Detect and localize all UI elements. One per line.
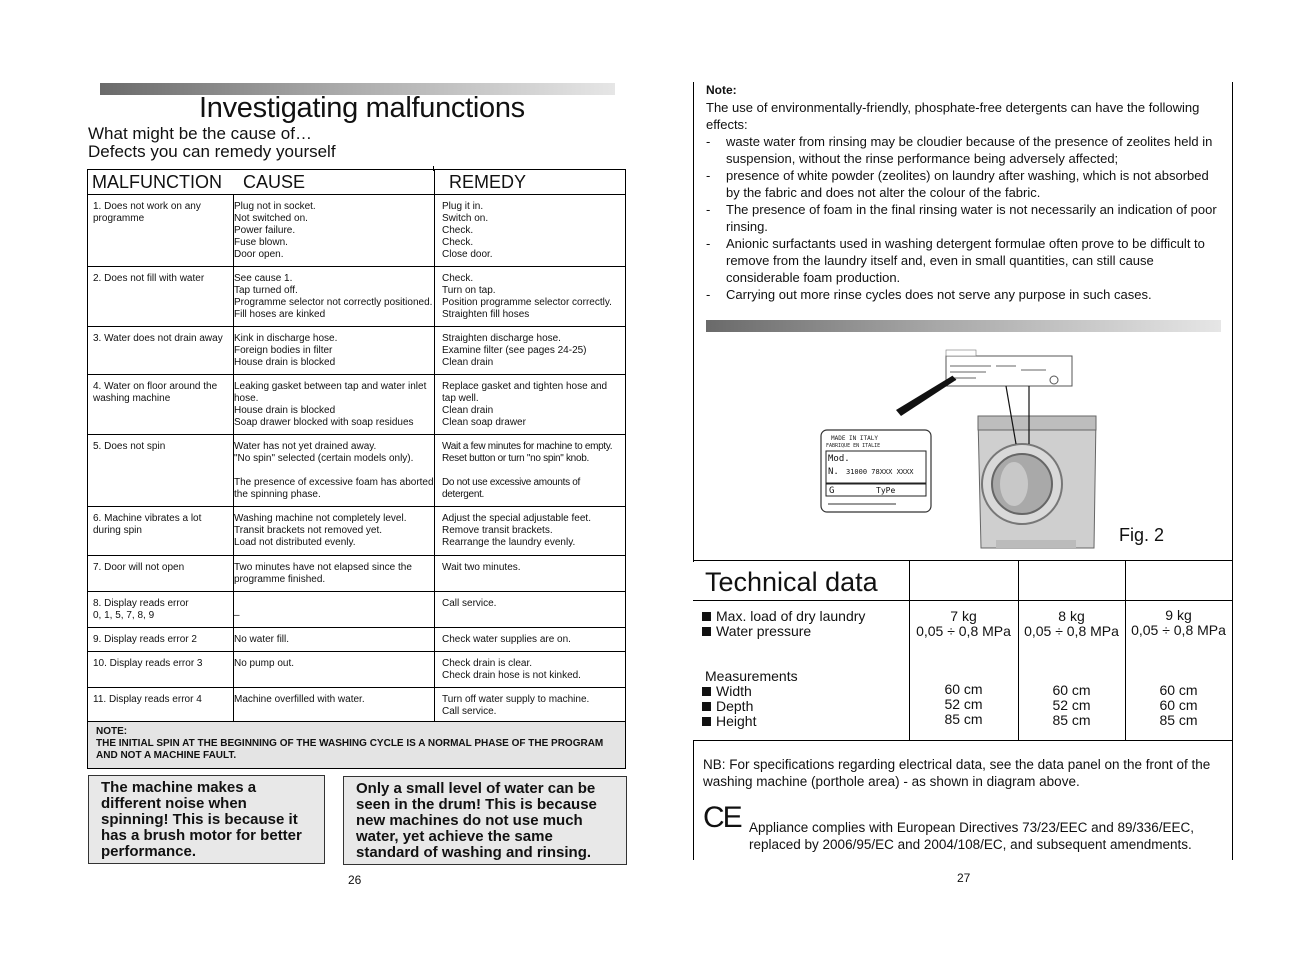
table-row bbox=[88, 556, 625, 592]
remedy-cell: Wait two minutes. bbox=[442, 562, 521, 573]
info-box-noise: The machine makes a different noise when spinning! This is because it has a brush motor for better performance. bbox=[88, 775, 325, 864]
malfunction-cell: 8. Display reads error 0, 1, 5, 7, 8, 9 bbox=[93, 598, 189, 621]
malfunction-cell: 11. Display reads error 4 bbox=[93, 694, 202, 705]
remedy-cell: Check drain is clear. Check drain hose is not kinked. bbox=[442, 658, 581, 681]
tech-col-height: 85 cm bbox=[1159, 712, 1198, 728]
note-bullet bbox=[706, 235, 1226, 286]
cause-cell: Water has not yet drained away. "No spin" selected (certain models only). The presence of excessive foam has aborted the spinning phase. bbox=[234, 441, 434, 500]
remedy-cell: Check. Turn on tap. Position programme selector correctly. Straighten fill hoses bbox=[442, 273, 612, 320]
tech-col-depth: 60 cm bbox=[1159, 697, 1198, 713]
tech-col-height: 85 cm bbox=[944, 711, 983, 727]
washing-machine-figure bbox=[816, 348, 1126, 553]
table-row bbox=[88, 375, 625, 435]
tech-nb: NB: For specifications regarding electrical data, see the data panel on the front of the washing machine (porthole area) - as shown in diagram above. bbox=[703, 757, 1211, 789]
tech-label-height: Height bbox=[702, 714, 756, 729]
table-row bbox=[88, 652, 625, 688]
bullet-dash: - bbox=[706, 287, 711, 302]
header-bar-right bbox=[706, 320, 1221, 332]
malfunction-cell: 9. Display reads error 2 bbox=[93, 634, 197, 645]
table-row bbox=[88, 195, 625, 267]
cause-cell: Two minutes have not elapsed since the programme finished. bbox=[234, 562, 412, 585]
column-divider bbox=[233, 195, 234, 722]
remedy-cell: Wait a few minutes for machine to empty. Reset button or turn "no spin" knob. Do not use excessive amounts of detergent. bbox=[442, 441, 613, 500]
cause-cell: Plug not in socket. Not switched on. Power failure. Fuse blown. Door open. bbox=[234, 201, 316, 260]
plate-made-in: MADE IN ITALY bbox=[831, 435, 878, 442]
malfunction-cell: 10. Display reads error 3 bbox=[93, 658, 203, 669]
tech-rule bbox=[693, 740, 1232, 741]
malfunction-cell: 6. Machine vibrates a lot during spin bbox=[93, 513, 202, 536]
note-bullet bbox=[706, 286, 1226, 303]
subtitle-remedy: Defects you can remedy yourself bbox=[88, 142, 336, 161]
bullet-dash: - bbox=[706, 168, 711, 183]
tech-label-measurements: Measurements bbox=[705, 668, 798, 684]
square-bullet-icon bbox=[702, 612, 711, 621]
washing-machine-icon bbox=[978, 416, 1096, 548]
page-number-left: 26 bbox=[348, 873, 362, 887]
remedy-cell: Plug it in. Switch on. Check. Check. Close door. bbox=[442, 201, 493, 260]
detergent-note bbox=[706, 82, 1226, 303]
tech-rule bbox=[693, 600, 1232, 601]
tech-label-max-load: Max. load of dry laundry bbox=[702, 609, 865, 624]
table-row bbox=[88, 435, 625, 507]
remedy-cell: Check water supplies are on. bbox=[442, 634, 571, 645]
remedy-cell: Straighten discharge hose. Examine filter (see pages 24-25) Clean drain bbox=[442, 333, 587, 368]
tech-label-depth: Depth bbox=[702, 699, 753, 714]
tech-rule bbox=[693, 560, 1232, 561]
subtitle-cause: What might be the cause of… bbox=[88, 124, 312, 143]
column-divider bbox=[434, 170, 435, 722]
table-row bbox=[88, 267, 625, 327]
cause-cell: Kink in discharge hose. Foreign bodies in filter House drain is blocked bbox=[234, 333, 338, 368]
cause-cell: No water fill. bbox=[234, 634, 290, 645]
cause-cell: – bbox=[234, 610, 240, 621]
tech-col-pressure: 0,05 ÷ 0,8 MPa bbox=[1024, 623, 1119, 639]
note-intro: The use of environmentally-friendly, phosphate-free detergents can have the following effects: bbox=[706, 100, 1200, 132]
plate-number: 31000 78XXX XXXX bbox=[846, 468, 914, 476]
tech-title: Technical data bbox=[705, 567, 878, 597]
cause-cell: See cause 1. Tap turned off. Programme selector not correctly positioned. Fill hoses are kinked bbox=[234, 273, 433, 320]
tech-col-load: 7 kg bbox=[950, 608, 977, 624]
tech-col-width: 60 cm bbox=[1159, 682, 1198, 698]
malfunction-cell: 4. Water on floor around the washing machine bbox=[93, 381, 218, 404]
table-note bbox=[88, 722, 625, 768]
bullet-text: presence of white powder (zeolites) on laundry after washing, which is not absorbed by the fabric and does not alter the colour of the fabric. bbox=[726, 168, 1209, 200]
tech-col-depth: 52 cm bbox=[1052, 697, 1091, 713]
bullet-text: Carrying out more rinse cycles does not serve any purpose in such cases. bbox=[726, 287, 1152, 302]
bullet-text: waste water from rinsing may be cloudier because of the presence of zeolites held in suspension, without the rinse performance being adversely affected; bbox=[726, 134, 1213, 166]
header-cause: CAUSE bbox=[233, 170, 434, 195]
note-title: Note: bbox=[706, 83, 737, 97]
bullet-dash: - bbox=[706, 236, 711, 251]
malfunction-cell: 7. Door will not open bbox=[93, 562, 185, 573]
square-bullet-icon bbox=[702, 717, 711, 726]
malfunction-cell: 2. Does not fill with water bbox=[93, 273, 205, 284]
tech-col-height: 85 cm bbox=[1052, 712, 1091, 728]
note-bullet bbox=[706, 133, 1226, 167]
technical-data bbox=[693, 560, 1232, 860]
plate-g: G bbox=[829, 486, 835, 496]
plate-type: TyPe bbox=[876, 486, 896, 495]
square-bullet-icon bbox=[702, 627, 711, 636]
malfunction-table bbox=[87, 169, 626, 769]
square-bullet-icon bbox=[702, 702, 711, 711]
bullet-text: The presence of foam in the final rinsing water is not necessarily an indication of poor rinsing. bbox=[726, 202, 1217, 234]
bullet-dash: - bbox=[706, 202, 711, 217]
data-plate-large bbox=[821, 430, 931, 512]
remedy-cell: Call service. bbox=[442, 598, 497, 609]
page-divider-top bbox=[693, 82, 694, 562]
note-bullet bbox=[706, 201, 1226, 235]
note-bullet bbox=[706, 167, 1226, 201]
ce-compliance-text: Appliance complies with European Directives 73/23/EEC and 89/336/EEC, replaced by 2006/95/EC and 2004/108/EC, and subsequent amendments. bbox=[749, 820, 1194, 852]
square-bullet-icon bbox=[702, 687, 711, 696]
tech-col-width: 60 cm bbox=[1052, 682, 1091, 698]
malfunction-cell: 5. Does not spin bbox=[93, 441, 166, 452]
page-number-right: 27 bbox=[957, 871, 971, 885]
header-remedy: REMEDY bbox=[434, 170, 625, 195]
table-row bbox=[88, 592, 625, 628]
plate-mod: Mod. bbox=[828, 454, 850, 464]
page-title: Investigating malfunctions bbox=[199, 92, 525, 124]
remedy-cell: Turn off water supply to machine. Call service. bbox=[442, 694, 590, 717]
bullet-dash: - bbox=[706, 134, 711, 149]
note-text: THE INITIAL SPIN AT THE BEGINNING OF THE WASHING CYCLE IS A NORMAL PHASE OF THE PROGRAM AND NOT A MACHINE FAULT. bbox=[96, 738, 604, 761]
tech-col-load: 8 kg bbox=[1058, 608, 1085, 624]
info-box-water-level: Only a small level of water can be seen in the drum! This is because new machines do not use much water, yet achieve the same standard of washing and rinsing. bbox=[343, 776, 627, 865]
tech-col-pressure: 0,05 ÷ 0,8 MPa bbox=[916, 623, 1011, 639]
malfunction-cell: 3. Water does not drain away bbox=[93, 333, 223, 344]
note-title: NOTE: bbox=[96, 726, 128, 737]
remedy-cell: Adjust the special adjustable feet. Remove transit brackets. Rearrange the laundry evenly. bbox=[442, 513, 591, 548]
remedy-cell: Replace gasket and tighten hose and tap well. Clean drain Clean soap drawer bbox=[442, 381, 608, 428]
tech-col-load: 9 kg bbox=[1165, 607, 1192, 623]
plate-fabrique: FABRIQUE EN ITALIE bbox=[826, 443, 881, 449]
figure-label: Fig. 2 bbox=[1119, 525, 1165, 545]
bullet-text: Anionic surfactants used in washing detergent formulae often prove to be difficult to remove from the laundry itself and, even in small quantities, can still cause considerable foam production. bbox=[726, 236, 1205, 285]
tech-col-depth: 52 cm bbox=[944, 696, 983, 712]
cause-cell: Washing machine not completely level. Transit brackets not removed yet. Load not distributed evenly. bbox=[234, 513, 407, 548]
data-plate-small bbox=[946, 350, 1072, 386]
header-malfunction: MALFUNCTION bbox=[88, 170, 233, 195]
cause-cell: Leaking gasket between tap and water inlet hose. House drain is blocked Soap drawer blocked with soap residues bbox=[234, 381, 427, 428]
cause-cell: Machine overfilled with water. bbox=[234, 694, 365, 705]
table-row bbox=[88, 628, 625, 652]
tech-col-width: 60 cm bbox=[944, 681, 983, 697]
malfunction-cell: 1. Does not work on any programme bbox=[93, 201, 201, 224]
plate-n: N. bbox=[828, 467, 839, 477]
table-row bbox=[88, 507, 625, 556]
tech-col-pressure: 0,05 ÷ 0,8 MPa bbox=[1131, 622, 1226, 638]
cause-cell: No pump out. bbox=[234, 658, 295, 669]
table-row bbox=[88, 688, 625, 722]
ce-mark-icon: CE bbox=[703, 801, 741, 834]
table-row bbox=[88, 327, 625, 375]
page-divider-right bbox=[1232, 82, 1233, 860]
tech-label-width: Width bbox=[702, 684, 752, 699]
tech-label-water-pressure: Water pressure bbox=[702, 624, 811, 639]
